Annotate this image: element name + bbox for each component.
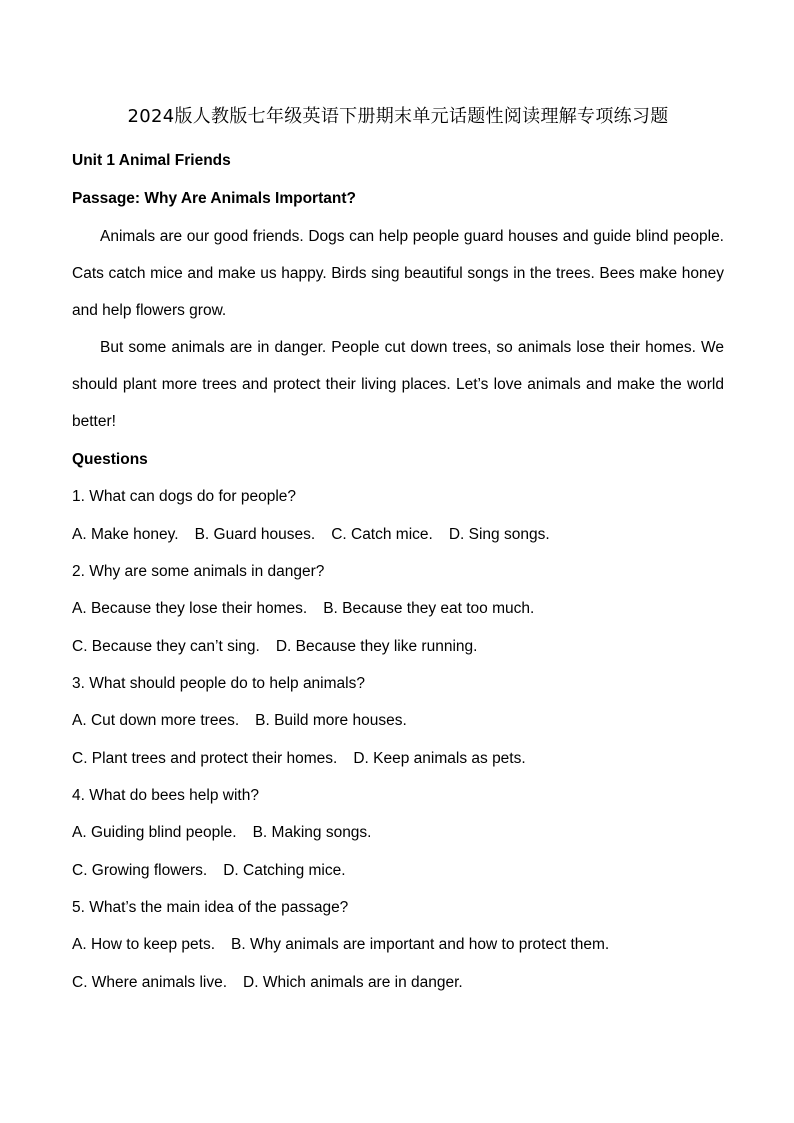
question-4-option-d: D. Catching mice.: [223, 862, 346, 879]
question-1-option-d: D. Sing songs.: [448, 526, 550, 543]
question-1-stem: 1. What can dogs do for people?: [72, 488, 297, 505]
question-4-option-b: B. Making songs.: [252, 824, 372, 841]
question-5-option-c: C. Where animals live.: [72, 974, 228, 991]
passage-paragraph-2: But some animals are in danger. People cut down trees, so animals lose their homes. We should plant more trees and protect their living places. Let’s love animals and make the world better!: [72, 339, 724, 431]
passage-paragraph-1: Animals are our good friends. Dogs can help people guard houses and guide blind people. Cats catch mice and make us happy. Birds sing beautiful songs in the trees. Bees make honey and help flowers grow.: [72, 228, 724, 320]
question-1-options: [72, 524, 724, 546]
question-5-option-b: B. Why animals are important and how to protect them.: [231, 936, 610, 953]
document-title: 2024版人教版七年级英语下册期末单元话题性阅读理解专项练习题: [127, 106, 669, 127]
question-3-option-d: D. Keep animals as pets.: [353, 750, 526, 767]
question-1-option-a: A. Make honey.: [72, 526, 179, 543]
question-3-options-row-1: [72, 710, 724, 732]
question-3-stem: 3. What should people do to help animals?: [72, 675, 365, 692]
question-5-option-a: A. How to keep pets.: [72, 936, 216, 953]
question-4-option-a: A. Guiding blind people.: [72, 824, 237, 841]
question-2-option-a: A. Because they lose their homes.: [72, 600, 308, 617]
passage-heading: Passage: Why Are Animals Important?: [72, 190, 356, 207]
questions-heading: Questions: [72, 451, 148, 468]
question-4-options-row-1: [72, 822, 724, 844]
question-5-options-row-2: [72, 972, 724, 994]
question-3-option-b: B. Build more houses.: [255, 712, 407, 729]
question-2-options-row-2: [72, 636, 724, 658]
question-5-stem: 5. What’s the main idea of the passage?: [72, 899, 349, 916]
question-3-option-c: C. Plant trees and protect their homes.: [72, 750, 338, 767]
question-2-option-d: D. Because they like running.: [275, 638, 478, 655]
question-4-stem: 4. What do bees help with?: [72, 787, 259, 804]
question-5-options-row-1: [72, 934, 724, 956]
question-4-option-c: C. Growing flowers.: [72, 862, 208, 879]
question-2-stem: 2. Why are some animals in danger?: [72, 563, 325, 580]
question-1-option-b: B. Guard houses.: [194, 526, 316, 543]
question-2-option-c: C. Because they can’t sing.: [72, 638, 260, 655]
question-5-option-d: D. Which animals are in danger.: [243, 974, 463, 991]
question-4-options-row-2: [72, 860, 724, 882]
question-2-options-row-1: [72, 598, 724, 620]
question-1-option-c: C. Catch mice.: [331, 526, 433, 543]
question-3-options-row-2: [72, 748, 724, 770]
question-2-option-b: B. Because they eat too much.: [323, 600, 535, 617]
question-3-option-a: A. Cut down more trees.: [72, 712, 240, 729]
unit-heading: Unit 1 Animal Friends: [72, 152, 231, 169]
